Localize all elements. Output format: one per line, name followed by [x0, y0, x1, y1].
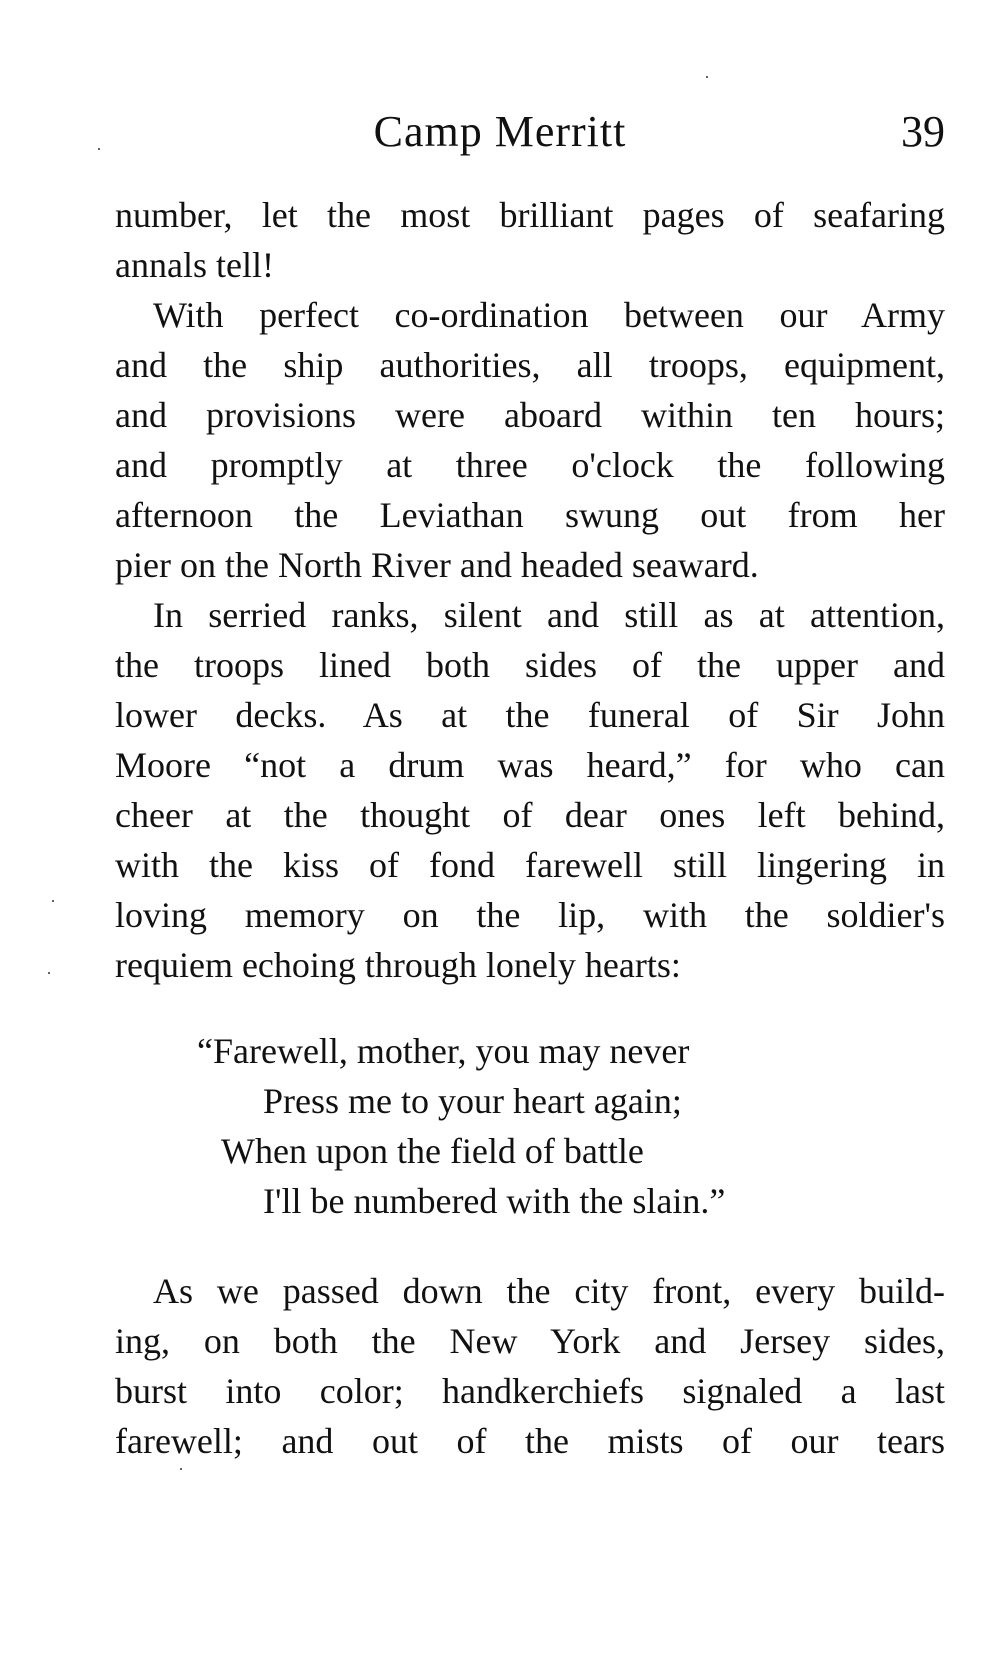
scan-speck	[98, 148, 100, 150]
scan-speck	[52, 900, 54, 902]
text-line: lower decks. As at the funeral of Sir John	[115, 695, 945, 735]
verse-line: “Farewell, mother, you may never	[197, 1031, 690, 1071]
body-text	[115, 190, 945, 1466]
scan-speck	[180, 1468, 182, 1470]
text-line: As we passed down the city front, every build-	[153, 1271, 945, 1311]
paragraph-3	[115, 590, 945, 990]
text-line: afternoon the Leviathan swung out from her	[115, 495, 945, 535]
text-line: and promptly at three o'clock the following	[115, 445, 945, 485]
text-line: requiem echoing through lonely hearts:	[115, 945, 681, 985]
text-line: With perfect co-ordination between our Army	[153, 295, 945, 335]
text-line: farewell; and out of the mists of our tears	[115, 1421, 945, 1461]
text-line: Moore “not a drum was heard,” for who can	[115, 745, 945, 785]
text-line: cheer at the thought of dear ones left behind,	[115, 795, 945, 835]
text-line: and provisions were aboard within ten hours;	[115, 395, 945, 435]
text-line: pier on the North River and headed seaward.	[115, 545, 759, 585]
page-number: 39	[901, 107, 945, 156]
scan-speck	[706, 76, 708, 78]
text-line: number, let the most brilliant pages of seafaring	[115, 195, 945, 235]
paragraph-1	[115, 190, 945, 290]
text-line: annals tell!	[115, 245, 274, 285]
text-line: In serried ranks, silent and still as at attention,	[153, 595, 945, 635]
scan-speck	[48, 972, 50, 974]
verse-line: I'll be numbered with the slain.”	[263, 1181, 726, 1221]
verse-line: When upon the field of battle	[221, 1131, 644, 1171]
text-line: burst into color; handkerchiefs signaled a last	[115, 1371, 945, 1411]
paragraph-4	[115, 1266, 945, 1466]
text-line: with the kiss of fond farewell still lingering in	[115, 845, 945, 885]
verse-line: Press me to your heart again;	[263, 1081, 682, 1121]
verse-block	[115, 1026, 945, 1226]
text-line: loving memory on the lip, with the soldier's	[115, 895, 945, 935]
running-title: Camp Merritt	[373, 107, 627, 156]
paragraph-2	[115, 290, 945, 590]
text-line: ing, on both the New York and Jersey sides,	[115, 1321, 945, 1361]
text-line: and the ship authorities, all troops, equipment,	[115, 345, 945, 385]
text-line: the troops lined both sides of the upper and	[115, 645, 945, 685]
